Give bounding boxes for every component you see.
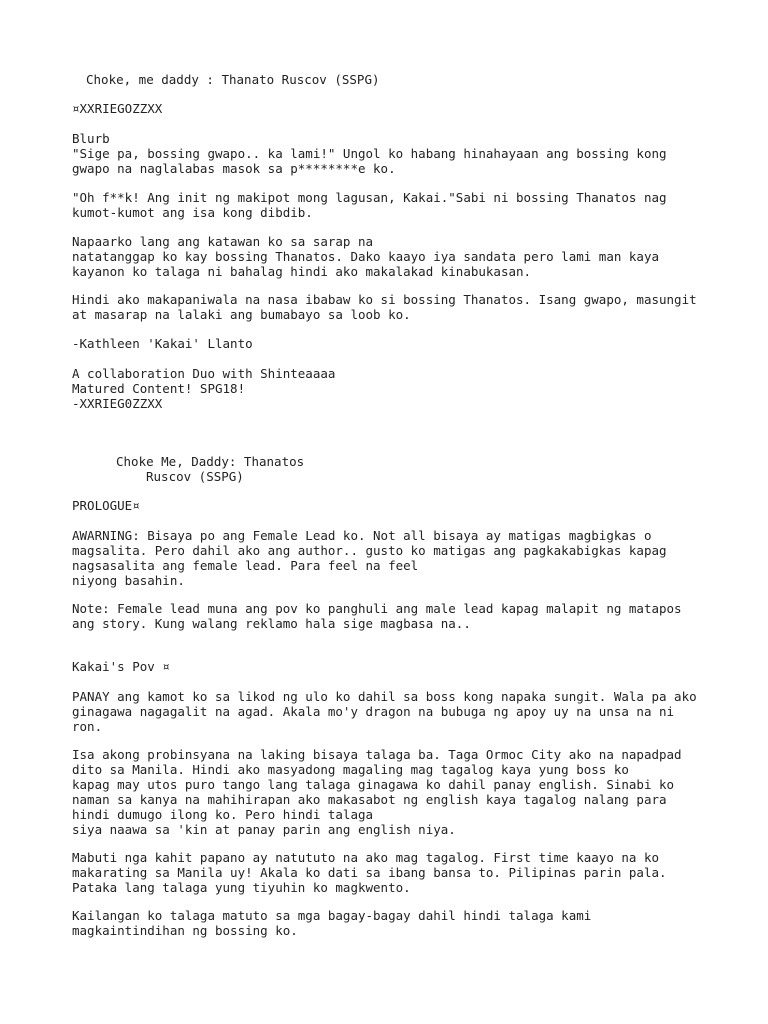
- prologue-heading: PROLOGUE¤: [72, 498, 140, 513]
- chapter-title-line-2: Ruscov (SSPG): [146, 469, 244, 484]
- paragraph-line: kayanon ko talaga ni bahalag hindi ako makalakad kinabukasan.: [72, 264, 532, 279]
- paragraph-line: "Sige pa, bossing gwapo.. ka lami!" Ungol ko habang hinahayaan ang bossing kong: [72, 146, 667, 161]
- story-paragraph-1: [72, 689, 697, 734]
- blurb-paragraph-2: [72, 190, 667, 220]
- paragraph-line: magkaintindihan ng bossing ko.: [72, 923, 298, 938]
- paragraph-line: natatanggap ko kay bossing Thanatos. Dako kaayo iya sandata pero lami man kaya: [72, 249, 659, 264]
- story-paragraph-2: [72, 747, 682, 837]
- paragraph-line: nagsasalita ang female lead. Para feel na feel: [72, 558, 419, 573]
- paragraph-line: Pataka lang talaga yung tiyuhin ko magkwento.: [72, 880, 411, 895]
- paragraph-line: magsalita. Pero dahil ako ang author.. gusto ko matigas ang pagkakabigkas kapag: [72, 543, 667, 558]
- pov-heading: Kakai's Pov ¤: [72, 659, 170, 674]
- note-section: [72, 601, 682, 631]
- paragraph-line: ang story. Kung walang reklamo hala sige magbasa na..: [72, 616, 471, 631]
- paragraph-line: PANAY ang kamot ko sa likod ng ulo ko dahil sa boss kong napaka sungit. Wala pa ako: [72, 689, 697, 704]
- paragraph-line: Matured Content! SPG18!: [72, 381, 246, 396]
- paragraph-line: Napaarko lang ang katawan ko sa sarap na: [72, 234, 374, 249]
- paragraph-line: makarating sa Manila uy! Akala ko dati sa ibang bansa to. Pilipinas parin pala.: [72, 865, 667, 880]
- collab-section: [72, 366, 335, 411]
- paragraph-line: AWARNING: Bisaya po ang Female Lead ko. Not all bisaya ay matigas magbigkas o: [72, 528, 652, 543]
- paragraph-line: at masarap na lalaki ang bumabayo sa loob ko.: [72, 307, 411, 322]
- paragraph-line: hindi dumugo ilong ko. Pero hindi talaga: [72, 807, 374, 822]
- document-title: Choke, me daddy : Thanato Ruscov (SSPG): [86, 72, 380, 87]
- story-paragraph-3: [72, 850, 667, 895]
- paragraph-line: niyong basahin.: [72, 573, 185, 588]
- paragraph-line: Isa akong probinsyana na laking bisaya talaga ba. Taga Ormoc City ako na napadpad: [72, 747, 682, 762]
- blurb-paragraph-4: [72, 292, 697, 322]
- blurb-paragraph-3: [72, 234, 659, 279]
- paragraph-line: gwapo na naglalabas masok sa p********e ko.: [72, 161, 396, 176]
- paragraph-line: kumot-kumot ang isa kong dibdib.: [72, 205, 313, 220]
- signature: -Kathleen 'Kakai' Llanto: [72, 336, 253, 351]
- author-tag: ¤XXRIEGOZZXX: [72, 101, 163, 116]
- paragraph-line: Kailangan ko talaga matuto sa mga bagay-bagay dahil hindi talaga kami: [72, 908, 592, 923]
- warning-section: [72, 528, 667, 588]
- paragraph-line: Mabuti nga kahit papano ay natututo na ako mag tagalog. First time kaayo na ko: [72, 850, 659, 865]
- paragraph-line: siya naawa sa 'kin at panay parin ang english niya.: [72, 822, 456, 837]
- paragraph-line: A collaboration Duo with Shinteaaaa: [72, 366, 336, 381]
- paragraph-line: naman sa kanya na mahihirapan ako makasabot ng english kaya tagalog nalang para: [72, 792, 667, 807]
- paragraph-line: dito sa Manila. Hindi ako masyadong magaling mag tagalog kaya yung boss ko: [72, 762, 629, 777]
- paragraph-line: ginagawa nagagalit na agad. Akala mo'y dragon na bubuga ng apoy uy na unsa na ni: [72, 704, 675, 719]
- paragraph-line: -XXRIEG0ZZXX: [72, 396, 163, 411]
- paragraph-line: Note: Female lead muna ang pov ko panghuli ang male lead kapag malapit ng matapos: [72, 601, 682, 616]
- story-paragraph-4: [72, 908, 591, 938]
- chapter-title-line-1: Choke Me, Daddy: Thanatos: [116, 454, 305, 469]
- paragraph-line: ron.: [72, 719, 103, 734]
- blurb-section: [72, 131, 667, 176]
- paragraph-line: "Oh f**k! Ang init ng makipot mong lagusan, Kakai."Sabi ni bossing Thanatos nag: [72, 190, 667, 205]
- paragraph-line: Hindi ako makapaniwala na nasa ibabaw ko si bossing Thanatos. Isang gwapo, masungit: [72, 292, 697, 307]
- paragraph-line: kapag may utos puro tango lang talaga ginagawa ko dahil panay english. Sinabi ko: [72, 777, 675, 792]
- blurb-heading: Blurb: [72, 131, 110, 146]
